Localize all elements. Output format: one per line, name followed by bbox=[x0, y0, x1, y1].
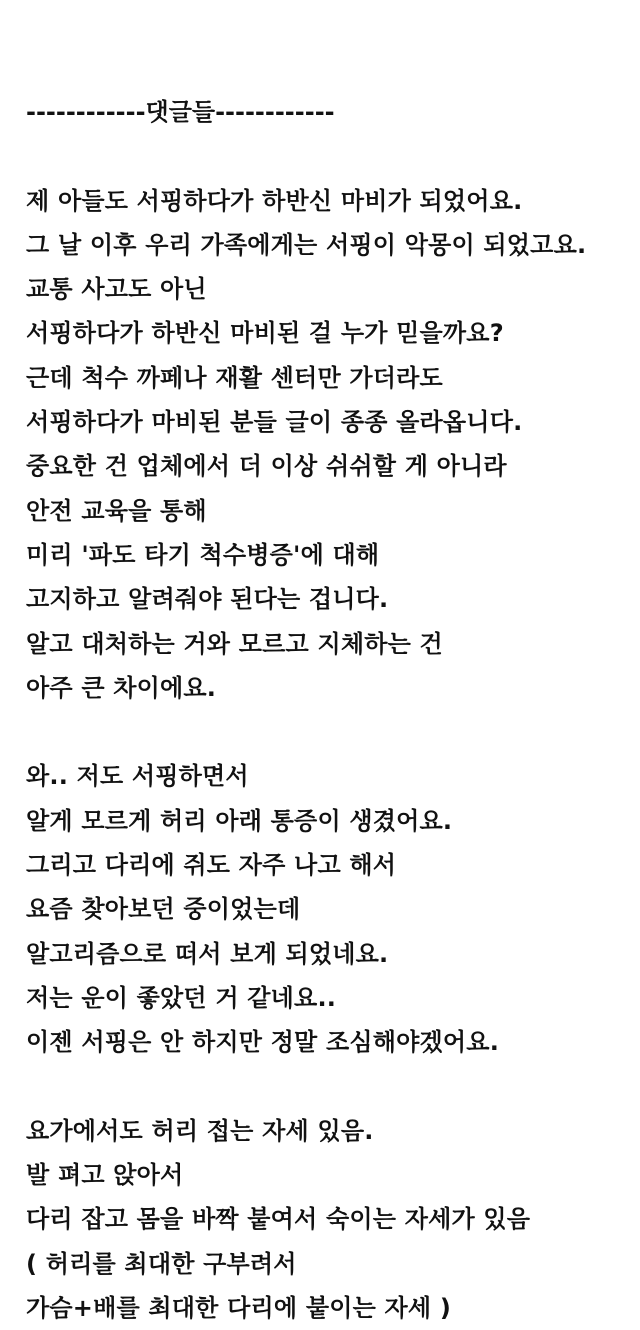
comment-line: 알게 모르게 허리 아래 통증이 생겼어요. bbox=[26, 806, 453, 835]
comment-line: 고지하고 알려줘야 된다는 겁니다. bbox=[26, 585, 389, 614]
comment-line: 교통 사고도 아닌 bbox=[26, 275, 207, 304]
comment-line: 제 아들도 서핑하다가 하반신 마비가 되었어요. bbox=[26, 186, 523, 215]
comment-block-2 bbox=[26, 754, 626, 1064]
comment-line: 중요한 건 업체에서 더 이상 쉬쉬할 게 아니라 bbox=[26, 452, 507, 481]
comment-line: 요즘 찾아보던 중이었는데 bbox=[26, 895, 301, 924]
comment-line: 저는 운이 좋았던 거 같네요.. bbox=[26, 983, 337, 1012]
comment-line: 아주 큰 차이에요. bbox=[26, 673, 217, 702]
comment-line: 서핑하다가 마비된 분들 글이 종종 올라옵니다. bbox=[26, 408, 523, 437]
comments-header: ------------댓글들------------ bbox=[26, 98, 335, 126]
comment-line: 알고리즘으로 떠서 보게 되었네요. bbox=[26, 939, 389, 968]
comment-line: 요가에서도 허리 접는 자세 있음. bbox=[26, 1116, 374, 1145]
comment-line: 가슴+배를 최대한 다리에 붙이는 자세 ) bbox=[26, 1294, 452, 1323]
comment-block-1 bbox=[26, 179, 626, 711]
comment-line: 그리고 다리에 쥐도 자주 나고 해서 bbox=[26, 851, 397, 880]
comment-line: 발 펴고 앉아서 bbox=[26, 1161, 184, 1190]
comment-line: 와.. 저도 서핑하면서 bbox=[26, 762, 249, 791]
comment-line: 다리 잡고 몸을 바짝 붙여서 숙이는 자세가 있음 bbox=[26, 1205, 531, 1234]
comment-line: 안전 교육을 통해 bbox=[26, 496, 207, 525]
comment-line: ( 허리를 최대한 구부려서 bbox=[26, 1249, 297, 1278]
comment-block-3 bbox=[26, 1109, 626, 1330]
comment-document bbox=[26, 90, 626, 1330]
comment-line: 서핑하다가 하반신 마비된 걸 누가 믿을까요? bbox=[26, 319, 504, 348]
comment-line: 알고 대처하는 거와 모르고 지체하는 건 bbox=[26, 629, 443, 658]
comment-line: 미리 '파도 타기 척수병증'에 대해 bbox=[26, 540, 380, 569]
comment-line: 그 날 이후 우리 가족에게는 서핑이 악몽이 되었고요. bbox=[26, 230, 587, 259]
comment-line: 근데 척수 까페나 재활 센터만 가더라도 bbox=[26, 363, 443, 392]
comment-line: 이젠 서핑은 안 하지만 정말 조심해야겠어요. bbox=[26, 1028, 500, 1057]
